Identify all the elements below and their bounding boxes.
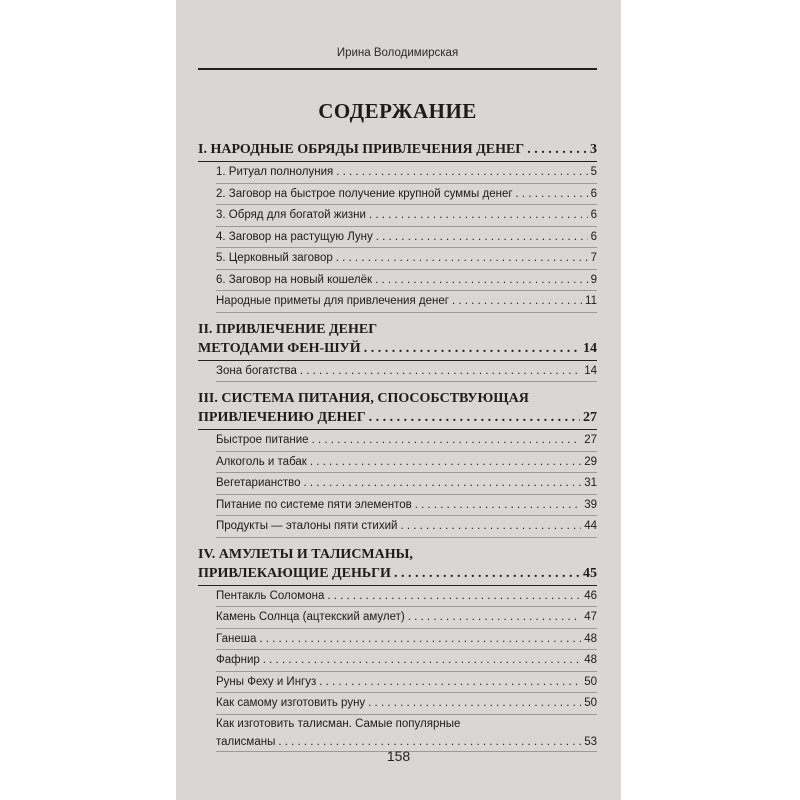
leader-dots [527, 140, 587, 159]
header-rule [198, 68, 597, 70]
entry-page: 50 [584, 675, 597, 688]
section-page: 14 [583, 340, 597, 356]
leader-dots [336, 162, 587, 183]
section-title-line: III. СИСТЕМА ПИТАНИЯ, СПОСОБСТВУЮЩАЯ [198, 391, 529, 406]
section-title-line: ПРИВЛЕЧЕНИЮ ДЕНЕГ [198, 410, 366, 425]
entry-title: 3. Обряд для богатой жизни [216, 209, 366, 221]
entry-title: 4. Заговор на растущую Луну [216, 230, 373, 243]
toc-entry [216, 650, 597, 672]
leader-dots [263, 650, 581, 671]
toc-entry [216, 586, 597, 608]
section-entries [198, 585, 597, 752]
toc-entry [216, 184, 597, 206]
entry-page: 14 [584, 364, 597, 377]
section-entries [198, 161, 597, 313]
toc-entry [216, 693, 597, 715]
leader-dots [300, 361, 581, 382]
entry-page: 6 [590, 209, 597, 221]
section-entries [198, 360, 597, 383]
entry-page: 11 [585, 295, 597, 307]
leader-dots [415, 495, 581, 516]
entry-title: Народные приметы для привлечения денег [216, 295, 449, 307]
table-of-contents [198, 140, 597, 759]
leader-dots [408, 607, 582, 628]
entry-title: 6. Заговор на новый кошелёк [216, 273, 373, 286]
entry-page: 7 [590, 252, 597, 264]
entry-title: Фафнир [216, 654, 260, 666]
leader-dots [364, 339, 580, 358]
leader-dots [368, 693, 581, 714]
leader-dots [394, 564, 580, 583]
entry-page: 44 [584, 520, 597, 532]
toc-entry [216, 291, 597, 313]
leader-dots [259, 629, 581, 650]
entry-page: 46 [584, 589, 597, 602]
toc-section [198, 140, 597, 313]
section-heading [198, 545, 597, 583]
toc-entry [216, 270, 597, 292]
running-head: Ирина Володимирская [336, 47, 459, 59]
entry-page: 31 [584, 477, 597, 489]
toc-section [198, 320, 597, 383]
page-title: СОДЕРЖАНИЕ [318, 99, 477, 123]
toc-section [198, 389, 597, 538]
entry-title: Зона богатства [216, 364, 297, 377]
toc-entry [216, 473, 597, 495]
section-title-line: МЕТОДАМИ ФЕН-ШУЙ [198, 340, 361, 356]
entry-page: 6 [590, 187, 597, 200]
leader-dots [376, 227, 588, 248]
book-page [176, 0, 621, 800]
leader-dots [336, 248, 588, 269]
toc-entry [216, 715, 597, 752]
section-heading [198, 389, 597, 427]
section-page: 27 [583, 410, 597, 425]
section-title-line: ПРИВЛЕКАЮЩИЕ ДЕНЬГИ [198, 565, 391, 581]
entry-title: 2. Заговор на быстрое получение крупной суммы денег [216, 187, 513, 200]
leader-dots [369, 205, 588, 226]
entry-title: Алкоголь и табак [216, 455, 307, 468]
entry-title: Руны Феху и Ингуз [216, 675, 317, 688]
toc-entry [216, 162, 597, 184]
leader-dots [304, 473, 582, 494]
toc-entry [216, 672, 597, 694]
entry-title: Как изготовить талисман. Самые популярные [216, 717, 461, 730]
entry-page: 6 [590, 230, 597, 243]
entry-title: Питание по системе пяти элементов [216, 498, 412, 511]
entry-page: 53 [584, 735, 597, 748]
entry-page: 47 [584, 611, 597, 623]
entry-title: Пентакль Соломона [216, 589, 325, 602]
entry-title: Как самому изготовить руну [216, 697, 366, 709]
page-number: 158 [386, 748, 411, 764]
section-page: 45 [583, 565, 597, 581]
toc-entry [216, 452, 597, 474]
leader-dots [516, 184, 588, 205]
section-title: I. НАРОДНЫЕ ОБРЯДЫ ПРИВЛЕЧЕНИЯ ДЕНЕГ [198, 142, 525, 157]
entry-page: 29 [584, 455, 597, 468]
entry-page: 50 [584, 697, 597, 709]
toc-entry [216, 227, 597, 249]
toc-entry [216, 430, 597, 452]
leader-dots [327, 586, 581, 607]
leader-dots [375, 270, 588, 291]
section-entries [198, 429, 597, 538]
toc-entry [216, 205, 597, 227]
toc-entry [216, 516, 597, 538]
section-heading [198, 140, 597, 159]
leader-dots [312, 430, 582, 451]
section-title-line: IV. АМУЛЕТЫ И ТАЛИСМАНЫ, [198, 546, 413, 562]
entry-title: Ганеша [216, 632, 257, 645]
leader-dots [369, 408, 580, 427]
entry-page: 9 [590, 273, 597, 286]
section-title-line: II. ПРИВЛЕЧЕНИЕ ДЕНЕГ [198, 321, 378, 337]
toc-entry [216, 629, 597, 651]
section-page: 3 [590, 142, 597, 157]
leader-dots [400, 516, 581, 537]
section-heading [198, 320, 597, 358]
entry-page: 48 [584, 654, 597, 666]
entry-title: 1. Ритуал полнолуния [216, 166, 334, 178]
entry-title: Продукты — эталоны пяти стихий [216, 520, 398, 532]
entry-title: Быстрое питание [216, 434, 309, 446]
entry-page: 27 [584, 434, 597, 446]
toc-section [198, 545, 597, 752]
entry-title: Камень Солнца (ацтекский амулет) [216, 611, 405, 623]
entry-title: Вегетарианство [216, 477, 301, 489]
leader-dots [319, 672, 581, 693]
leader-dots [310, 452, 581, 473]
toc-entry [216, 361, 597, 383]
leader-dots [452, 291, 582, 312]
entry-page: 5 [590, 166, 597, 178]
toc-entry [216, 607, 597, 629]
entry-title: 5. Церковный заговор [216, 252, 333, 264]
toc-entry [216, 248, 597, 270]
toc-entry [216, 495, 597, 517]
entry-title-continued: талисманы [216, 735, 276, 748]
entry-page: 48 [584, 632, 597, 645]
entry-page: 39 [584, 498, 597, 511]
